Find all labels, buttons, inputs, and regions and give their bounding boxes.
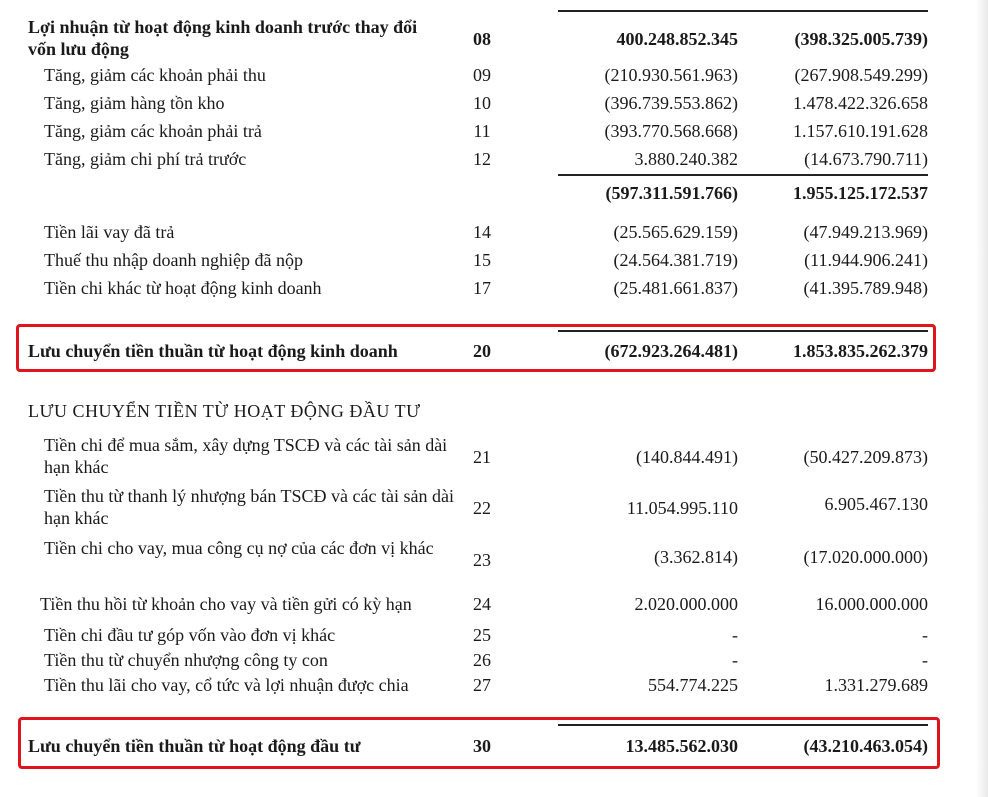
value-prior: - [922, 650, 928, 670]
row-label: Tăng, giảm các khoản phải trả [44, 121, 262, 141]
row-label: Tiền chi cho vay, mua công cụ nợ của các đơn vị khác [44, 538, 434, 558]
value-prior: 1.955.125.172.537 [793, 183, 928, 203]
value-prior: (11.944.906.241) [804, 250, 928, 270]
value-current: 2.020.000.000 [634, 594, 738, 614]
row-08 [0, 16, 988, 62]
row-label: Thuế thu nhập doanh nghiệp đã nộp [44, 250, 303, 270]
page-edge-shadow [976, 0, 988, 797]
row-label: Tiền thu từ thanh lý nhượng bán TSCĐ và các tài sản dài hạn khác [44, 486, 454, 528]
row-label: Tiền lãi vay đã trả [44, 222, 175, 242]
row-label: Tăng, giảm hàng tồn kho [44, 93, 225, 113]
row-22 [0, 485, 988, 531]
row-code: 21 [473, 447, 491, 467]
value-current: (24.564.381.719) [613, 250, 738, 270]
value-current: 554.774.225 [648, 675, 738, 695]
row-code: 12 [473, 149, 491, 169]
row-label: Tiền chi đầu tư góp vốn vào đơn vị khác [44, 625, 336, 645]
value-prior: (47.949.213.969) [803, 222, 928, 242]
value-current: 400.248.852.345 [616, 29, 738, 49]
value-current: (393.770.568.668) [604, 121, 738, 141]
value-current: - [732, 650, 738, 670]
row-code: 17 [473, 278, 491, 298]
value-prior: 1.157.610.191.628 [793, 121, 928, 141]
value-prior: (17.020.000.000) [803, 547, 928, 567]
top-rule [558, 10, 928, 12]
value-current: (25.481.661.837) [613, 278, 738, 298]
row-label: Lưu chuyển tiền thuần từ hoạt động đầu tư [28, 736, 361, 756]
row-code: 25 [473, 625, 491, 645]
value-current: (210.930.561.963) [604, 65, 738, 85]
row-code: 11 [473, 121, 491, 141]
row-code: 14 [473, 222, 491, 242]
value-current: (25.565.629.159) [613, 222, 738, 242]
value-current: (672.923.264.481) [604, 341, 738, 361]
value-current: (396.739.553.862) [604, 93, 738, 113]
value-prior: 16.000.000.000 [815, 594, 928, 614]
value-prior: (14.673.790.711) [804, 149, 928, 169]
row-23 [0, 537, 988, 583]
total-rule-operating [558, 330, 928, 332]
value-current: (597.311.591.766) [605, 183, 738, 203]
value-prior: (398.325.005.739) [794, 29, 928, 49]
row-code: 08 [473, 29, 491, 49]
row-label: Lợi nhuận từ hoạt động kinh doanh trước thay đổi vốn lưu động [28, 17, 418, 59]
row-code: 22 [473, 498, 491, 518]
value-current: (140.844.491) [636, 447, 738, 467]
row-code: 23 [473, 550, 491, 570]
row-code: 24 [473, 594, 491, 614]
value-prior: (267.908.549.299) [794, 65, 928, 85]
value-prior: - [922, 625, 928, 645]
row-label: Tiền chi để mua sắm, xây dựng TSCĐ và các tài sản dài hạn khác [44, 435, 448, 477]
value-current: 11.054.995.110 [626, 498, 738, 518]
row-code: 09 [473, 65, 491, 85]
value-prior: 6.905.467.130 [824, 494, 928, 514]
row-label: Tiền thu hồi từ khoản cho vay và tiền gửi có kỳ hạn [40, 594, 412, 614]
row-21 [0, 434, 988, 480]
value-current: 13.485.562.030 [625, 736, 738, 756]
row-label: Tiền thu lãi cho vay, cổ tức và lợi nhuận được chia [44, 675, 409, 695]
row-label: Tăng, giảm chi phí trả trước [44, 149, 247, 169]
row-label: Tiền chi khác từ hoạt động kinh doanh [44, 278, 322, 298]
value-current: 3.880.240.382 [634, 149, 738, 169]
value-prior: 1.853.835.262.379 [793, 341, 928, 361]
value-prior: (41.395.789.948) [803, 278, 928, 298]
row-code: 20 [473, 341, 491, 361]
value-current: - [732, 625, 738, 645]
row-code: 15 [473, 250, 491, 270]
row-label: Tiền thu từ chuyển nhượng công ty con [44, 650, 328, 670]
row-code: 27 [473, 675, 491, 695]
total-rule-investing [558, 724, 928, 726]
subtotal-rule [558, 174, 928, 176]
value-prior: 1.331.279.689 [824, 675, 928, 695]
row-code: 10 [473, 93, 491, 113]
row-label: Lưu chuyển tiền thuần từ hoạt động kinh doanh [28, 341, 398, 361]
value-prior: 1.478.422.326.658 [793, 93, 928, 113]
section-title: LƯU CHUYỂN TIỀN TỪ HOẠT ĐỘNG ĐẦU TƯ [28, 401, 421, 421]
row-code: 30 [473, 736, 491, 756]
value-prior: (50.427.209.873) [803, 447, 928, 467]
value-current: (3.362.814) [654, 547, 738, 567]
value-prior: (43.210.463.054) [803, 736, 928, 756]
row-label: Tăng, giảm các khoản phải thu [44, 65, 266, 85]
row-code: 26 [473, 650, 491, 670]
